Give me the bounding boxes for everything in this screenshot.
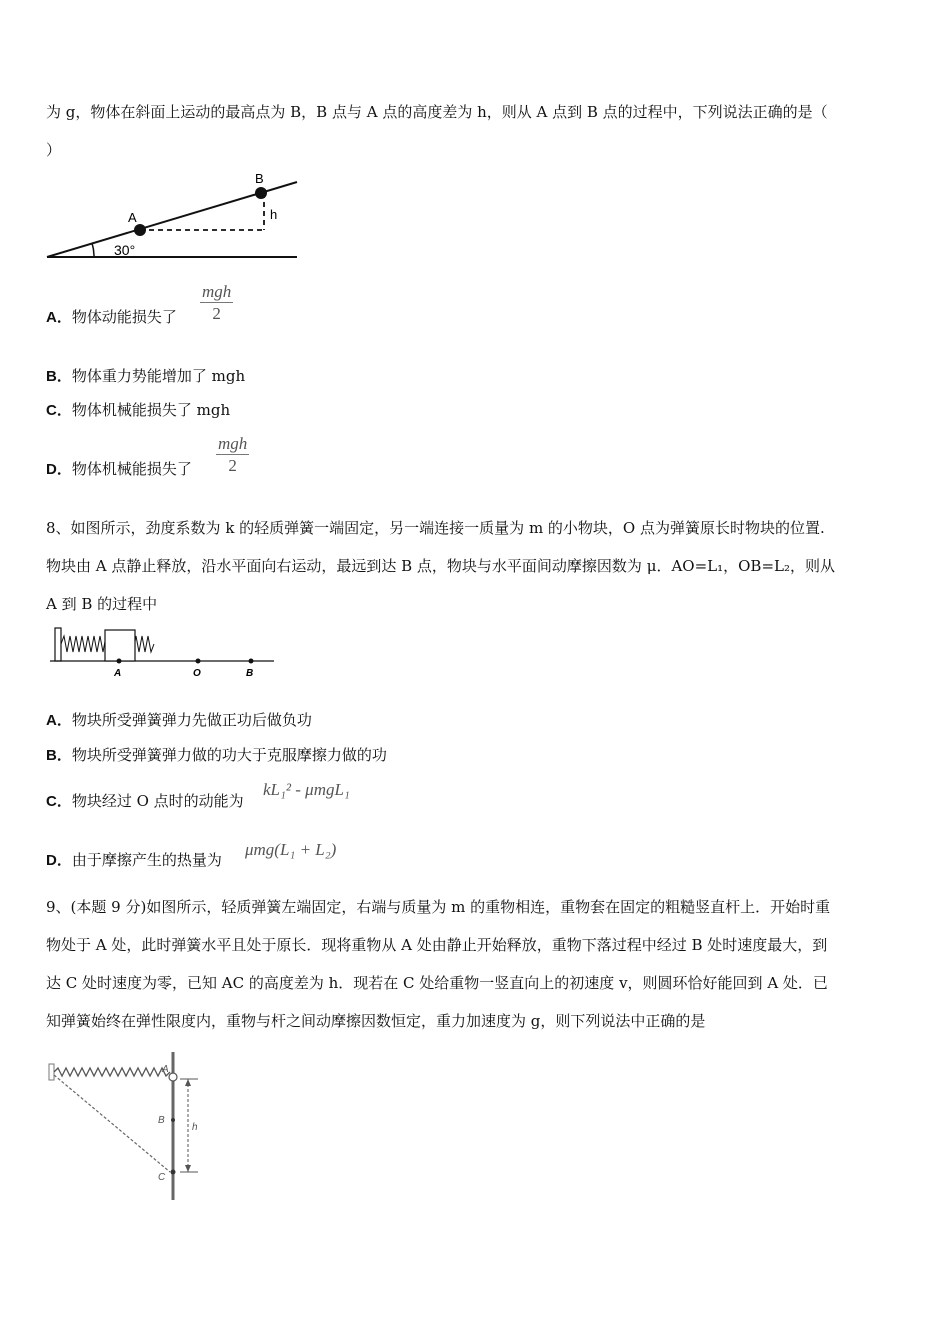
point-o [196,659,201,664]
point-b [171,1118,175,1122]
angle-arc [92,243,94,257]
label-b: B [246,668,254,679]
q7-option-d-fraction [216,434,249,477]
q7-option-b[interactable] [46,366,245,387]
q7-option-c[interactable] [46,400,230,421]
option-text: 由于摩擦产生的热量为 [71,851,222,869]
fraction-numerator: mgh [202,282,232,301]
option-key: D． [46,461,72,478]
q7-stem-line2: ） [46,141,62,159]
q7-incline-figure [44,168,304,264]
q8-stem-line1: 8、如图所示，劲度系数为 k 的轻质弹簧一端固定，另一端连接一质量为 m 的小物块，O 点为弹簧原长时物块的位置. [46,519,825,537]
ring-a [169,1073,177,1081]
fraction-numerator: mgh [218,434,248,453]
h-arrow-down [185,1165,191,1172]
q7-stem-line1: 为 g，物体在斜面上运动的最高点为 B，B 点与 A 点的高度差为 h，则从 A 点到 B 点的过程中，下列说法正确的是（ [46,103,828,121]
point-b [255,187,267,199]
label-h: h [192,1122,198,1133]
label-angle: 30° [114,242,136,258]
q8-stem-line2: 物块由 A 点静止释放，沿水平面向右运动，最远到达 B 点，物块与水平面间动摩擦因数为 μ．AO=L₁，OB=L₂，则从 [46,557,835,575]
stretched-spring-dashed [54,1075,170,1172]
q8-option-d-formula: μmg(L₁ + L₂) [245,840,337,859]
q9-stem-line3: 达 C 处时速度为零，已知 AC 的高度差为 h．现若在 C 处给重物一竖直向上的初速度 v，则圆环恰好能回到 A 处．已 [46,974,828,992]
label-a: A [114,668,122,679]
label-b: B [255,171,264,186]
wall [55,628,61,661]
q7-option-a-fraction [200,282,233,325]
option-text: 物体动能损失了 [71,308,177,326]
q9-stem-line2: 物处于 A 处，此时弹簧水平且处于原长．现将重物从 A 处由静止开始释放，重物下落过程中经过 B 处时速度最大，到 [46,936,828,954]
label-b: B [158,1115,165,1126]
q8-option-c[interactable] [46,791,244,812]
option-key: B． [46,368,72,385]
label-a: A [162,1064,169,1075]
point-a [117,659,122,664]
q8-option-a[interactable] [46,710,312,731]
option-text: 物体机械能损失了 [71,460,192,478]
q8-option-c-formula: kL₁² - μmgL₁ [263,780,350,799]
q9-stem-line4: 知弹簧始终在弹性限度内，重物与杆之间动摩擦因数恒定，重力加速度为 g，则下列说法中正确的是 [46,1012,706,1030]
h-arrow-up [185,1079,191,1086]
q8-option-d[interactable] [46,850,222,871]
fraction-denominator: 2 [212,304,221,323]
option-key: B． [46,747,72,764]
option-key: D． [46,852,72,869]
option-key: A． [46,712,72,729]
q8-spring-figure [48,624,278,680]
q9-stem-line1: 9、(本题 9 分)如图所示，轻质弹簧左端固定，右端与质量为 m 的重物相连，重物套在固定的粗糙竖直杆上．开始时重 [46,898,831,916]
q9-rod-figure [46,1050,216,1202]
point-b [249,659,254,664]
option-text: 物体机械能损失了 mgh [71,401,231,419]
option-key: C． [46,402,72,419]
q8-option-b[interactable] [46,745,387,766]
q7-option-d[interactable] [46,459,192,480]
option-text: 物块所受弹簧弹力先做正功后做负功 [71,711,312,729]
q7-option-a[interactable] [46,307,177,328]
option-key: C． [46,793,72,810]
point-a [134,224,146,236]
point-c [171,1170,176,1175]
label-a: A [128,210,137,225]
option-key: A． [46,309,72,326]
block [105,630,135,661]
option-text: 物块经过 O 点时的动能为 [71,792,244,810]
fraction-denominator: 2 [228,456,237,475]
label-o: O [193,668,201,679]
wall-mount [49,1064,54,1080]
q8-stem-line3: A 到 B 的过程中 [46,595,158,613]
label-c: C [158,1172,166,1183]
option-text: 物体重力势能增加了 mgh [71,367,246,385]
option-text: 物块所受弹簧弹力做的功大于克服摩擦力做的功 [71,746,387,764]
label-h: h [270,207,278,222]
spring-coil [54,1068,170,1076]
